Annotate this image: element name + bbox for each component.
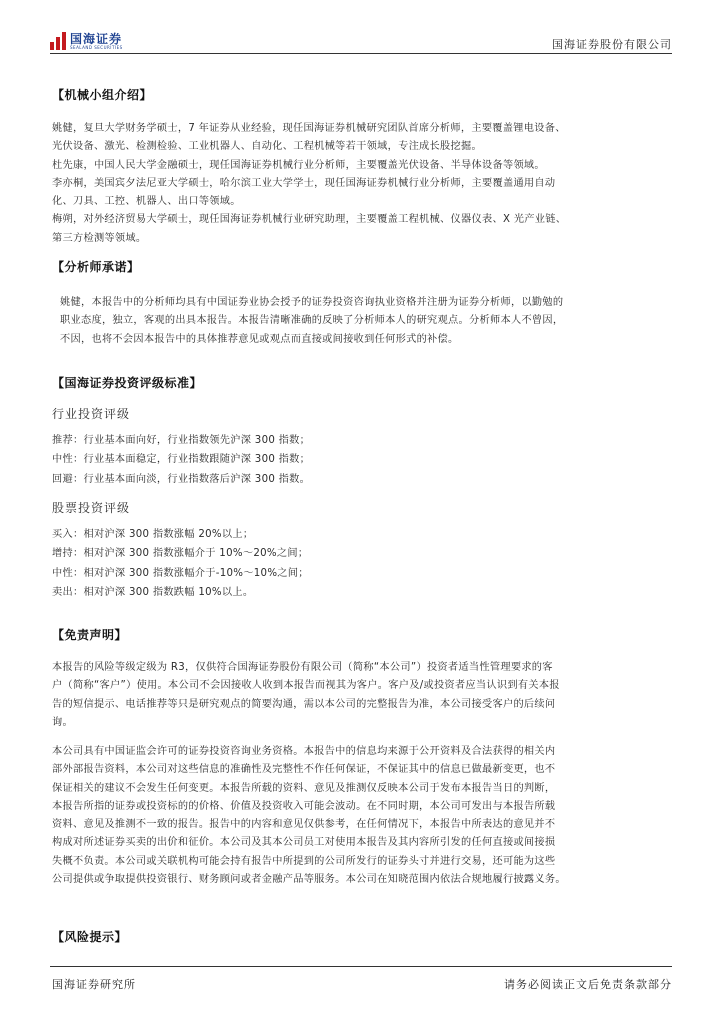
list-item: 卖出：相对沪深 300 指数跌幅 10%以上。 (52, 586, 254, 598)
text-line: 告的短信提示、电话推荐等只是研究观点的简要沟通，需以本公司的完整报告为准，本公司接受客户的后续问 (52, 698, 556, 710)
text-line: 资料、意见及推测不一致的报告。报告中的内容和意见仅供参考，在任何情况下，本报告中所表达的意见并不 (52, 819, 556, 831)
industry-rating-title: 行业投资评级 (52, 407, 131, 421)
text-line: 化、刀具、工控、机器人、出口等领域。 (52, 196, 241, 208)
disclaimer-section-title: 【免责声明】 (52, 628, 128, 642)
list-item: 回避：行业基本面向淡，行业指数落后沪深 300 指数。 (52, 473, 311, 485)
text-line: 本报告的风险等级定级为 R3，仅供符合国海证券股份有限公司（简称“本公司”）投资者适当性管理要求的客 (52, 662, 553, 673)
text-line: 姚健，本报告中的分析师均具有中国证券业协会授予的证券投资咨询执业资格并注册为证券分析师，以勤勉的 (60, 297, 564, 308)
text-line: 姚健，复旦大学财务学硕士，7 年证券从业经验，现任国海证券机械研究团队首席分析师，主要覆盖锂电设备、 (52, 123, 566, 134)
text-line: 失概不负责。本公司或关联机构可能会持有报告中所提到的公司所发行的证券头寸并进行交易，还可能为这些 (52, 855, 556, 867)
stock-rating-title: 股票投资评级 (52, 501, 131, 515)
text-line: 构成对所述证券买卖的出价和征价。本公司及其本公司员工对使用本报告及其内容所引发的任何直接或间接损 (52, 837, 556, 849)
footer-institute: 国海证券研究所 (52, 978, 136, 991)
team-section-title: 【机械小组介绍】 (52, 88, 153, 102)
text-line: 本报告所指的证券或投资标的的价格、价值及投资收入可能会波动。在不同时期，本公司可发出与本报告所载 (52, 800, 556, 812)
text-line: 询。 (52, 716, 73, 728)
text-line: 李亦桐，美国宾夕法尼亚大学硕士，哈尔滨工业大学学士，现任国海证券机械行业分析师，主要覆盖通用自动 (52, 177, 556, 189)
footer-notice: 请务必阅读正文后免责条款部分 (504, 978, 672, 991)
text-line: 部外部报告资料，本公司对这些信息的准确性及完整性不作任何保证，不保证其中的信息已做最新变更，也不 (52, 764, 556, 776)
list-item: 增持：相对沪深 300 指数涨幅介于 10%～20%之间； (52, 548, 309, 560)
commitment-text (60, 294, 672, 349)
text-line: 杜先康，中国人民大学金融硕士，现任国海证券机械行业分析师，主要覆盖光伏设备、半导体设备等领域。 (52, 159, 545, 171)
disclaimer-paragraph-1 (52, 659, 672, 732)
text-line: 不因，也将不会因本报告中的具体推荐意见或观点而直接或间接收到任何形式的补偿。 (60, 333, 459, 345)
footer-divider (50, 966, 672, 967)
text-line: 本公司具有中国证监会许可的证券投资咨询业务资格。本报告中的信息均来源于公开资料及合法获得的相关内 (52, 746, 556, 757)
company-name: 国海证券股份有限公司 (552, 38, 672, 51)
logo-name: 国海证券 (70, 31, 123, 46)
logo-english-name: SEALAND SECURITIES (70, 44, 123, 50)
text-line: 户（简称“客户”）使用。本公司不会因接收人收到本报告而视其为客户。客户及/或投资者应当认识到有关本报 (52, 680, 560, 692)
page-header (50, 28, 672, 52)
logo-bars-icon (50, 32, 66, 50)
team-intro (52, 120, 672, 248)
stock-rating-list (52, 525, 309, 602)
risk-section-title: 【风险提示】 (52, 930, 128, 944)
header-divider (50, 53, 672, 54)
list-item: 中性：行业基本面稳定，行业指数跟随沪深 300 指数； (52, 454, 311, 466)
rating-section-title: 【国海证券投资评级标准】 (52, 376, 203, 390)
text-line: 职业态度，独立，客观的出具本报告。本报告清晰准确的反映了分析师本人的研究观点。分析师本人不曾因， (60, 315, 564, 327)
industry-rating-list (52, 431, 310, 489)
list-item: 买入：相对沪深 300 指数涨幅 20%以上； (52, 529, 254, 540)
list-item: 推荐：行业基本面向好，行业指数领先沪深 300 指数； (52, 435, 311, 446)
text-line: 公司提供或争取提供投资银行、财务顾问或者金融产品等服务。本公司在知晓范围内依法合规地履行披露义务。 (52, 874, 566, 886)
text-line: 光伏设备、激光、检测检验、工业机器人、自动化、工程机械等若干领域，专注成长股挖掘。 (52, 141, 482, 153)
disclaimer-paragraph-2 (52, 743, 672, 889)
text-line: 第三方检测等领域。 (52, 232, 147, 244)
text-line: 梅朔，对外经济贸易大学硕士，现任国海证券机械行业研究助理，主要覆盖工程机械、仪器仪表、X 光产业链、 (52, 214, 567, 226)
list-item: 中性：相对沪深 300 指数涨幅介于-10%～10%之间； (52, 567, 309, 579)
company-logo (50, 30, 123, 52)
text-line: 保证相关的建议不会发生任何变更。本报告所载的资料、意见及推测仅反映本公司于发布本报告当日的判断， (52, 782, 556, 794)
commitment-section-title: 【分析师承诺】 (52, 260, 140, 274)
